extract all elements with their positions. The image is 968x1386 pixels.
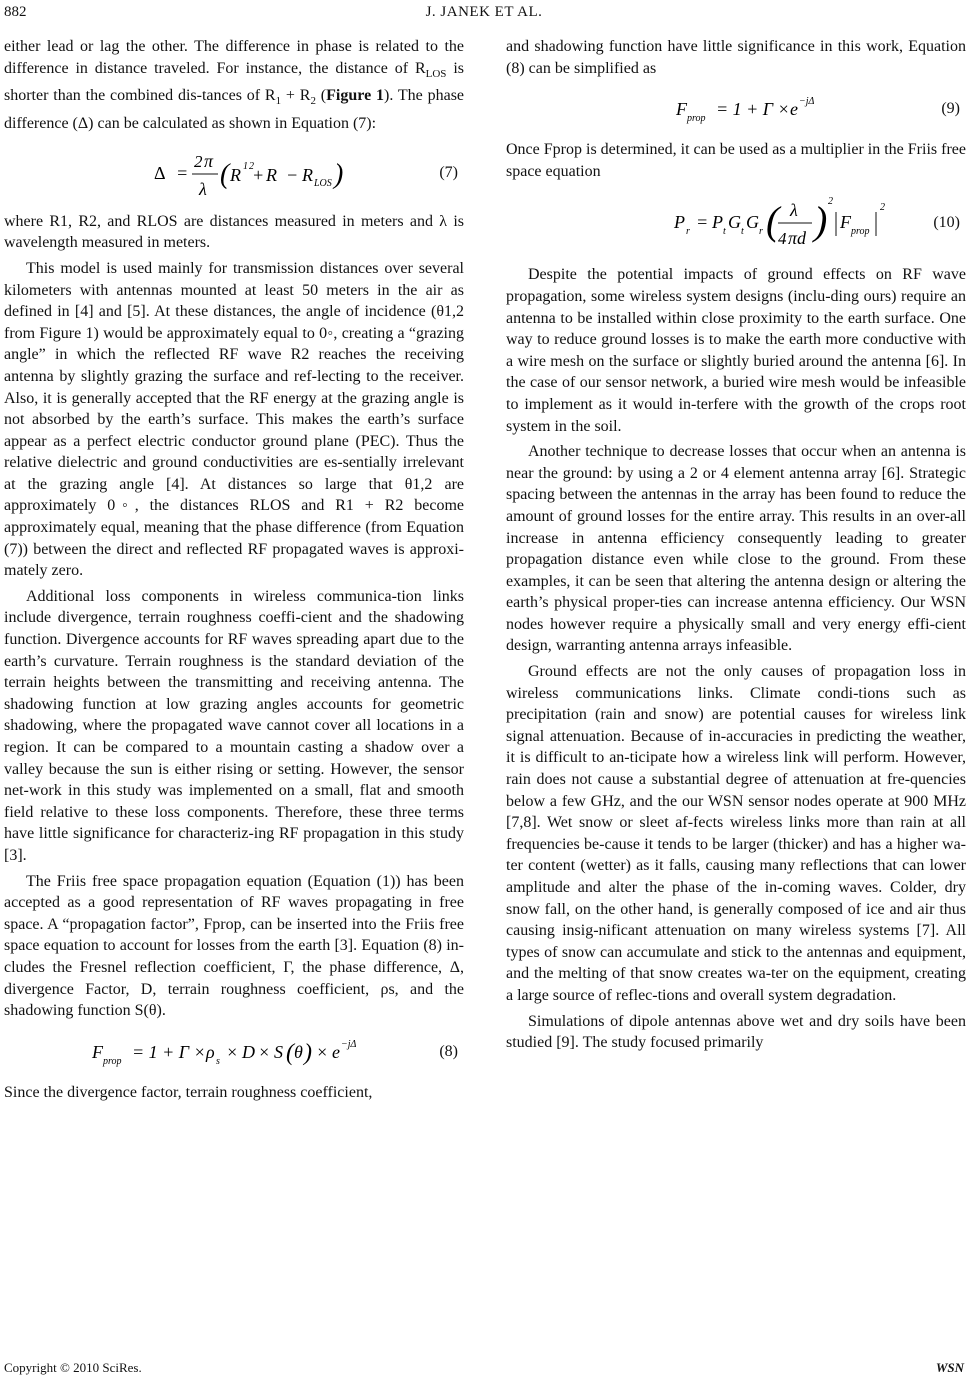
paragraph: Ground effects are not the only causes of propagation loss in wireless communications links. Climate condi-tions such as precipitation (rain and snow) are potential causes for wireless link signal attenuation. Because of in-accuracies in predicting the weather, it is difficult to an-ticipate how a wireless link will perform. However, rain does not cause a substantial degree of attenuation at fre-quencies below a few GHz, and the our WSN sensor nodes operate at 900 MHz [7,8]. Wet snow or sleet af-fects wireless links more than rain at all frequencies be-cause it tends to be larger (thicker) and has a higher wa-ter content (wetter) as it falls, causing many reflections that can lower amplitude and alter the phase of the in-coming waves. Colder, dry snow fall, on the other hand, is generally composed of ice and air thus causing insig-nificant attenuation on many wireless systems [7]. All types of snow can accumulate and stick to the antennas and equipment, and the melting of that snow creates wa-ter on the equipment, creating a large source of reflec-tions and overall system degradation.	[506, 663, 966, 1004]
equation-9	[506, 87, 966, 131]
equation-number: (8)	[439, 1042, 458, 1060]
svg-text:ρ: ρ	[206, 1041, 215, 1062]
journal-abbrev: WSN	[935, 1360, 964, 1375]
svg-text:e: e	[332, 1041, 340, 1062]
svg-text:×: ×	[316, 1041, 329, 1062]
svg-text:F: F	[840, 212, 851, 233]
paragraph: and shadowing function have little significance in this work, Equation (8) can be simplified as	[506, 38, 966, 77]
svg-text:t: t	[741, 226, 744, 238]
svg-text:P: P	[712, 212, 723, 233]
svg-text:=: =	[696, 212, 709, 233]
svg-text:F: F	[676, 99, 687, 120]
svg-text:t: t	[723, 226, 726, 238]
svg-text:1: 1	[243, 160, 248, 172]
svg-text:e: e	[790, 99, 798, 120]
paragraph: Despite the potential impacts of ground effects on RF wave propagation, some wireless system designs (inclu-ding ours) require an antenna to be installed within close proximity to the earth surface. One way to reduce ground losses is to make the earth more conductive with a wire mesh on the surface or slightly buried around the antenna [6]. In the case of our sensor network, a buried wire mesh would be infeasible to implement as it would in-terfere with the growth of the crops root system in the soil.	[506, 266, 966, 435]
paragraph: where R1, R2, and RLOS are distances measured in meters and λ is wavelength measured in meters.	[4, 212, 464, 252]
svg-text:(: (	[220, 158, 230, 190]
equation-8	[4, 1030, 464, 1074]
paragraph: Simulations of dipole antennas above wet and dry soils have been studied [9]. The study focused primarily	[506, 1012, 966, 1052]
svg-text:λ: λ	[790, 200, 798, 221]
svg-text:−: −	[286, 164, 299, 185]
paragraph: either lead or lag the other. The difference in phase is related to the difference in distance traveled. For instance, the distance of $R_{LOS}$ is shorter than the combined dis-tances of $R_1 + R_2$ (Figure 1). The phase difference (Δ) can be calculated as shown in Equation (7):	[4, 38, 465, 133]
svg-text:S: S	[274, 1041, 283, 1062]
page-header	[0, 0, 968, 34]
svg-text:): )	[334, 158, 344, 190]
svg-text:(: (	[766, 198, 780, 244]
svg-text:=: =	[176, 162, 189, 183]
equation-8-formula	[4, 1030, 464, 1074]
svg-text:s: s	[216, 1055, 220, 1067]
left-column	[4, 36, 464, 1103]
equation-number: (7)	[439, 163, 458, 181]
svg-text:G: G	[728, 212, 741, 233]
svg-text:r: r	[759, 226, 763, 238]
right-column	[506, 36, 966, 1054]
equation-7-formula	[4, 143, 464, 203]
svg-text:×: ×	[258, 1041, 271, 1062]
equation-10-formula	[506, 190, 966, 256]
svg-text:πd: πd	[788, 228, 807, 249]
svg-text:2: 2	[194, 151, 203, 171]
paragraph: Additional loss components in wireless communica-tion links include divergence, terrain roughness coeffi-cient and the shadowing function. Divergence accounts for RF waves spreading apart due to the earth’s curvature. Terrain roughness is the standard deviation of the terrain heights between the transmitting and receiving antenna. The shadowing function at low grazing angles accounts for geometric shadowing, where the propagated wave cannot cover all locations in a region. It can be compared to a mountain casting a shadow over a valley because the sun is either rising or setting. However, the sensor net-work in this study was implemented on a small, flat and smooth field relative to these loss components. Therefore, these three terms have little significance for characteriz-ing RF propagation in this study [3].	[4, 587, 464, 864]
paragraph: Another technique to decrease losses that occur when an antenna is near the ground: by using a 2 or 4 element antenna array [6]. Strategic spacing between the antennas in the array has been found to reduce the amount of ground losses for the entire array. This results in an over-all increase in antenna efficiency consequently leading to greater propagation distance even while close to the ground. From these examples, it can be seen that altering the antenna design or altering the earth’s physical proper-ties can increase antenna efficiency. Our WSN nodes however require a physically small and very energy effi-cient design, warranting antenna arrays infeasible.	[506, 443, 966, 655]
paragraph: The Friis free space propagation equation (Equation (1)) has been accepted as a good representation of RF waves propagating in free space. A “propagation factor”, Fprop, can be inserted into the Friis free space equation to account for losses from the earth [3]. Equation (8) in-cludes the Fresnel reflection coefficient, Γ, the phase difference, Δ, divergence Factor, D, terrain roughness coefficient, ρs, and the shadowing function S(θ).	[4, 872, 464, 1020]
svg-text:prop: prop	[851, 226, 870, 238]
equation-10	[506, 190, 966, 256]
equation-7	[4, 143, 464, 203]
svg-text:π: π	[204, 150, 214, 171]
svg-text:(: (	[286, 1039, 294, 1066]
svg-text:LOS: LOS	[314, 177, 332, 189]
copyright: Copyright © 2010 SciRes.	[4, 1360, 142, 1375]
svg-text:2: 2	[880, 202, 885, 214]
svg-text:−jΔ: −jΔ	[799, 96, 815, 108]
svg-text:λ: λ	[199, 178, 207, 199]
paragraph: Once Fprop is determined, it can be used as a multiplier in the Friis free space equation	[506, 141, 966, 180]
svg-text:D: D	[242, 1041, 255, 1062]
paragraph: Since the divergence factor, terrain roughness coefficient,	[4, 1083, 373, 1101]
svg-text:prop: prop	[103, 1055, 122, 1067]
svg-text:= 1 + Γ ×: = 1 + Γ ×	[132, 1041, 206, 1062]
svg-text:): )	[304, 1039, 312, 1066]
svg-text:−jΔ: −jΔ	[341, 1038, 357, 1050]
page-footer	[4, 1360, 964, 1376]
svg-text:prop: prop	[687, 113, 706, 125]
svg-text:2: 2	[828, 196, 833, 208]
equation-number: (9)	[941, 100, 960, 118]
equation-9-formula	[506, 87, 966, 131]
svg-text:F: F	[92, 1041, 103, 1062]
paragraph: This model is used mainly for transmission distances over several kilometers with antennas mounted at least 50 meters in the air as defined in [4] and [5]. At these distances, the angle of incidence (θ1,2 from Figure 1) would be approximately equal to 0◦, creating a “grazing angle” in which the reflected RF wave R2 reaches the receiving antenna by slightly grazing the surface and ref-lecting to the receiver. Also, it is generally accepted that the RF energy at the grazing angle is not absorbed by the earth’s surface. This makes the earth’s surface appear as a perfect electric conductor ground plane (PEC). Thus the relative dielectric and ground conductivities are es-sentially irrelevant at the grazing angle [4]. At distances so large that θ1,2 are approximately 0◦, the distances RLOS and R1 + R2 become approximately equal, meaning that the phase difference (from Equation (7)) between the direct and reflected RF propagated waves is approxi-mately zero.	[4, 259, 464, 580]
svg-text:= 1 + Γ ×: = 1 + Γ ×	[716, 99, 790, 120]
page-number: 882	[4, 4, 27, 20]
svg-text:): )	[814, 198, 828, 244]
svg-text:G: G	[746, 212, 759, 233]
svg-text:2: 2	[249, 160, 254, 172]
svg-text:θ: θ	[294, 1041, 303, 1062]
svg-text:×: ×	[226, 1041, 239, 1062]
svg-text:4: 4	[778, 229, 787, 249]
svg-text:+: +	[252, 164, 265, 185]
equation-number: (10)	[933, 214, 960, 232]
svg-text:Δ: Δ	[154, 162, 166, 183]
svg-text:R: R	[230, 164, 241, 185]
running-title: J. JANEK ET AL.	[425, 4, 543, 20]
svg-text:R: R	[266, 164, 277, 185]
svg-text:R: R	[302, 164, 313, 185]
svg-text:P: P	[674, 212, 685, 233]
svg-text:r: r	[686, 226, 690, 238]
